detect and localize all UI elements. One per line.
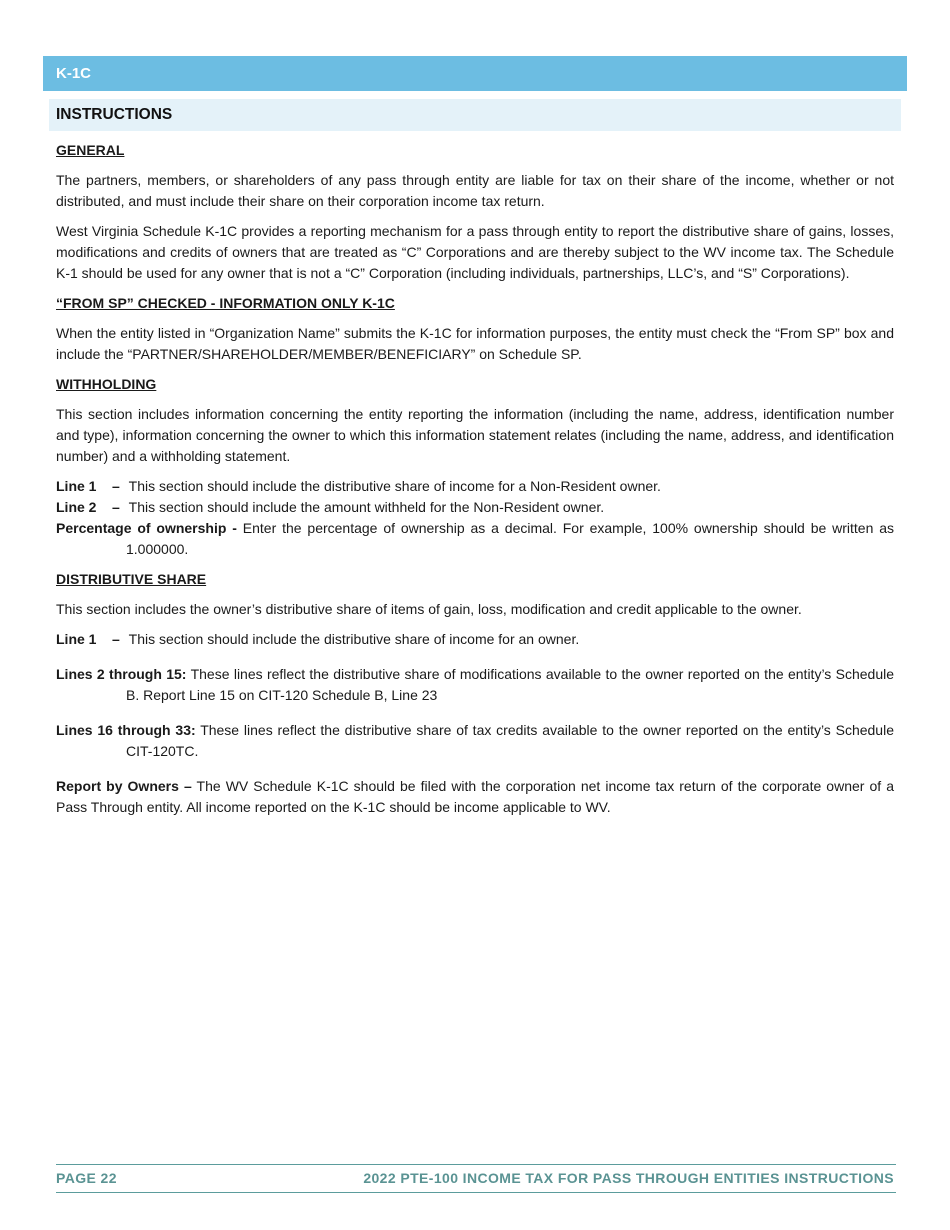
lines-16-33-text: These lines reflect the distributive share of tax credits available to the owner reported on the entity’s Schedule CIT-120TC.	[126, 722, 894, 759]
instructions-content	[56, 140, 894, 827]
report-by-owners-item	[56, 776, 894, 818]
withholding-line-1-label: Line 1 –	[56, 478, 120, 494]
general-paragraph-2: West Virginia Schedule K-1C provides a reporting mechanism for a pass through entity to report the distributive share of gains, losses, modifications and credits of owners that are treated as “C” Corporations and are thereby subject to the WV income tax. The Schedule K-1 should be used for any owner that is not a “C” Corporation (including individuals, partnerships, LLC’s, and “S” Corporations).	[56, 223, 894, 281]
withholding-line-2-label: Line 2 –	[56, 499, 120, 515]
percentage-ownership-item	[56, 518, 894, 560]
percentage-ownership-label: Percentage of ownership -	[56, 520, 237, 536]
distributive-share-heading: DISTRIBUTIVE SHARE	[56, 571, 207, 587]
withholding-heading: WITHHOLDING	[56, 376, 157, 392]
distributive-line-1-text: This section should include the distributive share of income for an owner.	[128, 631, 580, 647]
page-number: PAGE 22	[56, 1170, 117, 1186]
lines-16-33-label: Lines 16 through 33:	[56, 722, 196, 738]
withholding-paragraph: This section includes information concerning the entity reporting the information (including the name, address, identification number and type), information concerning the owner to which this information statement relates (including the name, address, and identification number) and a withholding statement.	[56, 406, 894, 464]
withholding-line-2	[56, 497, 894, 518]
lines-16-33-item	[56, 720, 894, 762]
withholding-line-2-text: This section should include the amount withheld for the Non-Resident owner.	[128, 499, 605, 515]
lines-2-15-label: Lines 2 through 15:	[56, 666, 187, 682]
page-footer	[56, 1164, 896, 1193]
report-by-owners-text: The WV Schedule K-1C should be filed with the corporation net income tax return of the corporate owner of a Pass Through entity. All income reported on the K-1C should be income applicable to WV.	[56, 778, 894, 815]
distributive-share-paragraph: This section includes the owner’s distributive share of items of gain, loss, modification and credit applicable to the owner.	[56, 601, 802, 617]
from-sp-heading: “FROM SP” CHECKED - INFORMATION ONLY K-1C	[56, 295, 395, 311]
form-header-bar	[43, 56, 907, 91]
lines-2-15-item	[56, 664, 894, 706]
withholding-line-1	[56, 476, 894, 497]
percentage-ownership-text: Enter the percentage of ownership as a decimal. For example, 100% ownership should be written as 1.000000.	[126, 520, 894, 557]
instructions-title: INSTRUCTIONS	[56, 106, 173, 123]
instructions-title-bar	[49, 99, 901, 131]
general-paragraph-1: The partners, members, or shareholders of any pass through entity are liable for tax on their share of the income, whether or not distributed, and must include their share on their corporation income tax return.	[56, 172, 894, 209]
from-sp-paragraph: When the entity listed in “Organization Name” submits the K-1C for information purposes, the entity must check the “From SP” box and include the “PARTNER/SHAREHOLDER/MEMBER/BENEFICIARY” on Schedule SP.	[56, 325, 894, 362]
withholding-line-1-text: This section should include the distributive share of income for a Non-Resident owner.	[128, 478, 661, 494]
document-title: 2022 PTE-100 INCOME TAX FOR PASS THROUGH ENTITIES INSTRUCTIONS	[363, 1170, 894, 1186]
distributive-line-1-label: Line 1 –	[56, 631, 120, 647]
report-by-owners-label: Report by Owners –	[56, 778, 192, 794]
lines-2-15-text: These lines reflect the distributive share of modifications available to the owner reported on the entity’s Schedule B. Report Line 15 on CIT-120 Schedule B, Line 23	[126, 666, 895, 703]
form-title: K-1C	[56, 65, 92, 82]
general-heading: GENERAL	[56, 142, 125, 158]
distributive-line-1	[56, 629, 894, 650]
